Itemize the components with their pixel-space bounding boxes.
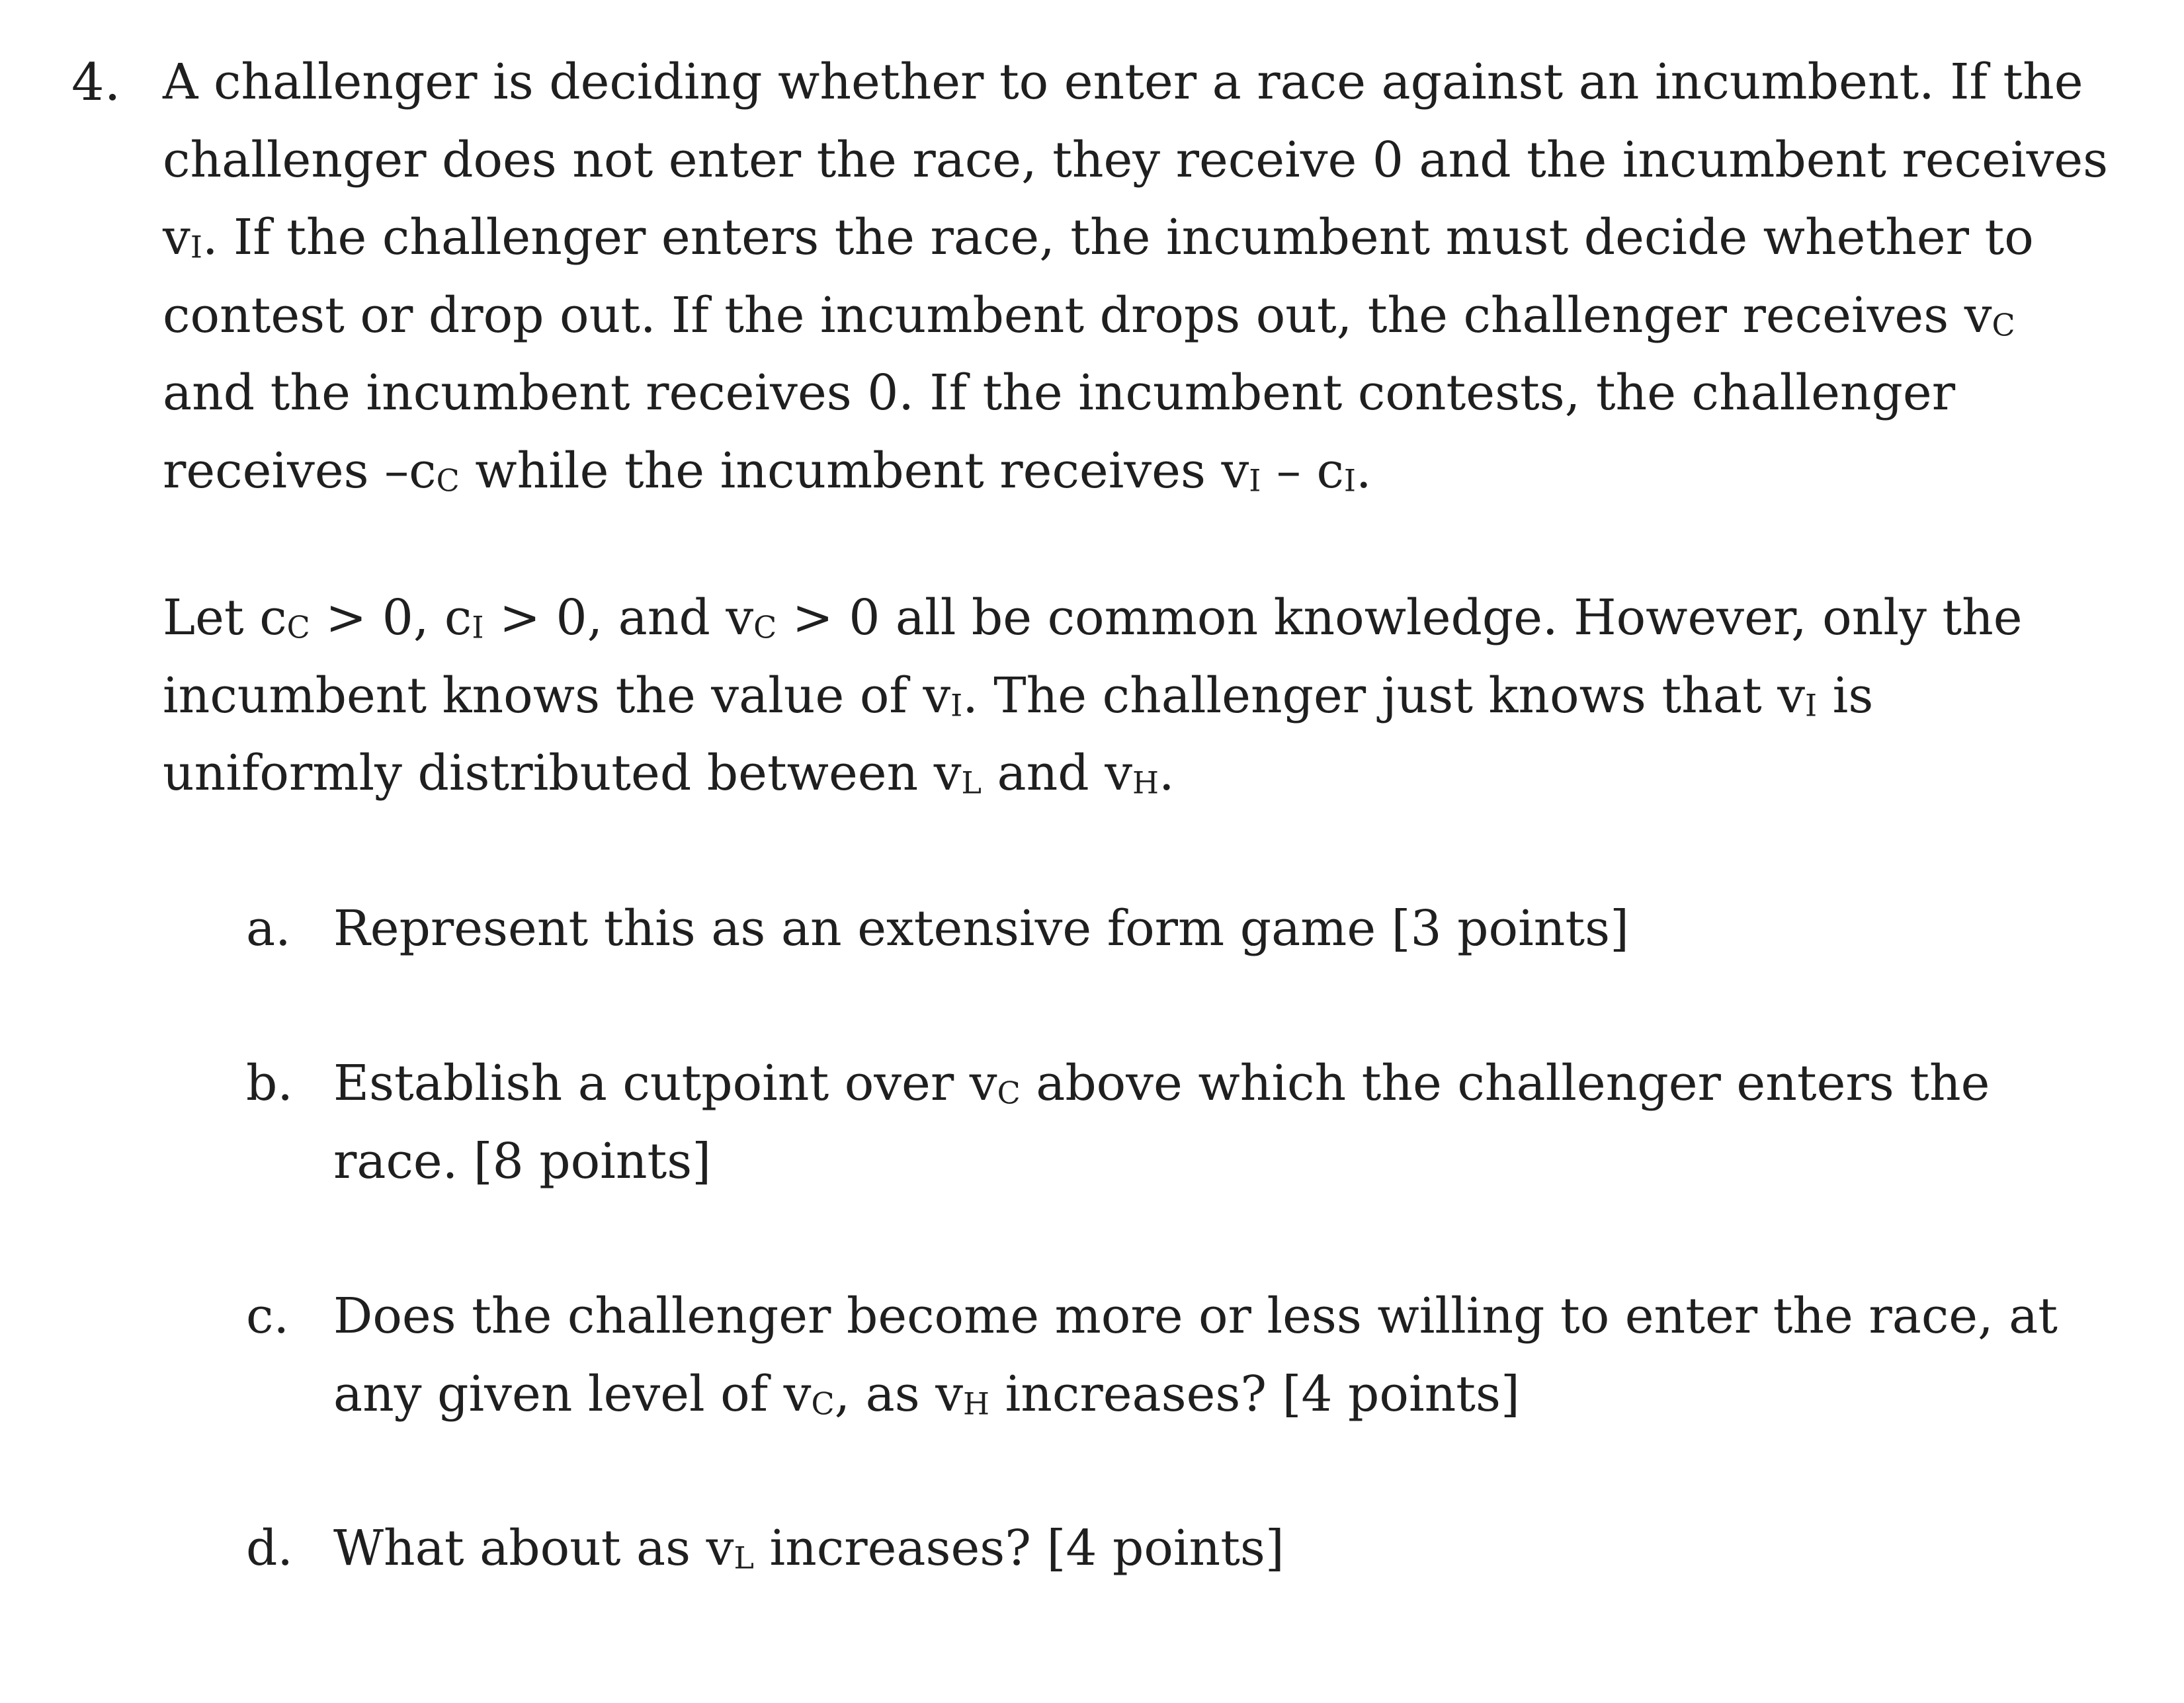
question-c-text bbox=[333, 1278, 2058, 1433]
text-run: . If the challenger enters the race, the incumbent must decide whether to bbox=[202, 209, 2034, 266]
text-run: . The challenger just knows that v bbox=[962, 667, 1806, 724]
subscript: H bbox=[963, 1386, 990, 1421]
common-line-2 bbox=[163, 657, 2023, 735]
text-run: > 0, c bbox=[310, 589, 472, 646]
text-run: above which the challenger enters the bbox=[1020, 1055, 1990, 1112]
question-b-text bbox=[333, 1045, 1990, 1200]
text-run: receives –c bbox=[163, 442, 437, 499]
subscript: I bbox=[1249, 462, 1261, 498]
text-run: uniformly distributed between v bbox=[163, 745, 962, 802]
text-run: . bbox=[1356, 442, 1372, 499]
text-run: incumbent knows the value of v bbox=[163, 667, 951, 724]
text-run: , as v bbox=[834, 1365, 964, 1423]
text-run: Establish a cutpoint over v bbox=[333, 1055, 997, 1112]
subscript: C bbox=[997, 1075, 1021, 1111]
intro-line-1: A challenger is deciding whether to enter a race against an incumbent. If the bbox=[163, 54, 2083, 110]
subscript: L bbox=[961, 765, 982, 801]
intro-line-2: challenger does not enter the race, they receive 0 and the incumbent receives bbox=[163, 131, 2109, 188]
question-a-text: Represent this as an extensive form game [3 points] bbox=[333, 900, 1629, 957]
subscript: H bbox=[1132, 765, 1159, 801]
text-run: any given level of v bbox=[333, 1365, 812, 1423]
subscript: C bbox=[436, 462, 460, 498]
subscript: I bbox=[190, 229, 202, 265]
text-run: Let c bbox=[163, 589, 287, 646]
question-b-letter: b. bbox=[246, 1055, 293, 1112]
question-b-line-1 bbox=[333, 1045, 1990, 1123]
subscript: L bbox=[734, 1540, 754, 1576]
text-run: increases? [4 points] bbox=[989, 1365, 1520, 1423]
question-c-line-2 bbox=[333, 1356, 2058, 1434]
intro-line-5: and the incumbent receives 0. If the incumbent contests, the challenger bbox=[163, 364, 1956, 421]
problem-number: 4. bbox=[71, 53, 121, 112]
text-run: is bbox=[1817, 667, 1874, 724]
intro-line-4 bbox=[163, 277, 2108, 355]
text-run: while the incumbent receives v bbox=[459, 442, 1249, 499]
common-knowledge-paragraph bbox=[163, 579, 2023, 813]
question-c-line-1: Does the challenger become more or less willing to enter the race, at bbox=[333, 1288, 2058, 1345]
subscript: I bbox=[950, 687, 963, 723]
text-run: contest or drop out. If the incumbent drops out, the challenger receives v bbox=[163, 286, 1992, 344]
text-run: What about as v bbox=[333, 1520, 734, 1577]
question-d-text bbox=[333, 1510, 1284, 1597]
text-run: > 0, and v bbox=[483, 589, 754, 646]
text-run: > 0 all be common knowledge. However, only the bbox=[777, 589, 2023, 646]
subscript: I bbox=[472, 609, 484, 645]
subscript: C bbox=[753, 609, 777, 645]
common-line-3 bbox=[163, 735, 2023, 813]
variable-v: v bbox=[163, 209, 190, 266]
question-d-letter: d. bbox=[246, 1520, 293, 1577]
text-run: increases? [4 points] bbox=[753, 1520, 1284, 1577]
question-a-letter: a. bbox=[246, 900, 291, 957]
subscript: C bbox=[286, 609, 310, 645]
subscript: I bbox=[1805, 687, 1818, 723]
question-b-line-2: race. [8 points] bbox=[333, 1132, 712, 1190]
intro-line-3 bbox=[163, 199, 2108, 277]
text-run: – c bbox=[1261, 442, 1344, 499]
common-line-1 bbox=[163, 579, 2023, 657]
problem-intro-paragraph bbox=[163, 44, 2108, 510]
subscript: I bbox=[1343, 462, 1357, 498]
text-run: and v bbox=[982, 745, 1132, 802]
intro-line-6 bbox=[163, 433, 2108, 511]
question-c-letter: c. bbox=[246, 1288, 289, 1345]
subscript: C bbox=[811, 1386, 835, 1421]
text-run: . bbox=[1159, 745, 1175, 802]
subscript: C bbox=[1992, 307, 2015, 343]
